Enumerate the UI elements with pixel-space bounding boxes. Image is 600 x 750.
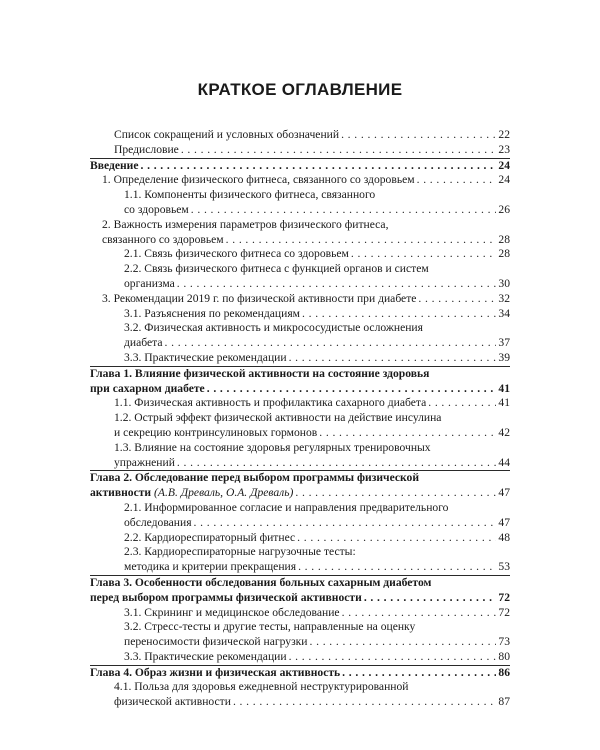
entry-title: 1.2. Острый эффект физической активности на действие инсулина <box>114 411 442 425</box>
entry-title-continued: переносимости физической нагрузки <box>124 635 308 649</box>
entry-title: 2.2. Кардиореспираторный фитнес <box>124 530 296 544</box>
entry-title: 3.1. Разъяснения по рекомендациям <box>124 306 301 320</box>
toc-entry-section-1[interactable] <box>90 173 510 188</box>
page-number: 24 <box>498 173 510 187</box>
entry-title: 2.2. Связь физического фитнеса с функцией органов и систем <box>124 262 429 276</box>
toc-entry-section-1-1[interactable] <box>90 188 510 218</box>
toc-entry-section-2-1[interactable] <box>90 247 510 262</box>
entry-title: 3.3. Практические рекомендации <box>124 350 287 364</box>
page-number: 41 <box>498 396 510 410</box>
entry-title: 3.3. Практические рекомендации <box>124 649 287 663</box>
page-number: 32 <box>498 291 510 305</box>
page-number: 22 <box>498 128 510 141</box>
page-number: 47 <box>498 515 510 529</box>
toc-entry-chapter-3-2[interactable] <box>90 620 510 650</box>
page-number: 28 <box>498 247 510 261</box>
page-number: 72 <box>498 590 510 604</box>
entry-title-continued: физической активности <box>114 695 231 709</box>
entry-title-continued: активности <box>90 486 152 500</box>
entry-title: Глава 3. Особенности обследования больных сахарным диабетом <box>90 575 432 589</box>
page-number: 44 <box>498 455 510 469</box>
page-number: 48 <box>498 530 510 544</box>
page-title: КРАТКОЕ ОГЛАВЛЕНИЕ <box>197 80 403 99</box>
page-number: 86 <box>498 665 510 679</box>
entry-title: Глава 2. Обследование перед выбором программы физической <box>90 471 420 485</box>
toc-entry-chapter-1[interactable] <box>90 366 510 397</box>
entry-title: Глава 4. Образ жизни и физическая активность <box>90 665 341 679</box>
entry-title-continued: и секрецию контринсулиновых гормонов <box>114 425 318 439</box>
toc-entry-section-2[interactable] <box>90 218 510 248</box>
toc-entry-chapter-1-1[interactable] <box>90 396 510 411</box>
entry-title: 3. Рекомендации 2019 г. по физической активности при диабете <box>102 291 417 305</box>
toc-entry-section-3-2[interactable] <box>90 321 510 351</box>
toc-entry-chapter-4-1[interactable] <box>90 680 510 710</box>
entry-title: 3.1. Скрининг и медицинское обследование <box>124 605 340 619</box>
entry-title-continued: организма <box>124 276 175 290</box>
toc-entry-chapter-3-1[interactable] <box>90 606 510 621</box>
entry-title-continued: перед выбором программы физической активности <box>90 590 362 604</box>
entry-title: Список сокращений и условных обозначений <box>114 128 340 141</box>
page-number: 80 <box>498 649 510 663</box>
entry-title: Предисловие <box>114 142 179 156</box>
page-number: 30 <box>498 276 510 290</box>
page-number: 37 <box>498 336 510 350</box>
page-number: 41 <box>498 381 510 395</box>
entry-title: Глава 1. Влияние физической активности на состояние здоровья <box>90 366 430 380</box>
entry-title-continued: диабета <box>124 336 163 350</box>
toc-entry-chapter-2-1[interactable] <box>90 501 510 531</box>
table-of-contents <box>90 128 510 710</box>
entry-title: 2. Важность измерения параметров физического фитнеса, <box>102 217 389 231</box>
toc-entry-introduction[interactable] <box>90 158 510 174</box>
page-number: 23 <box>498 142 510 156</box>
toc-entry-chapter-3[interactable] <box>90 575 510 606</box>
toc-entry-chapter-1-2[interactable] <box>90 411 510 441</box>
page-number: 53 <box>498 560 510 574</box>
toc-entry-chapter-4[interactable] <box>90 665 510 681</box>
toc-entry-section-3[interactable] <box>90 292 510 307</box>
page-number: 47 <box>498 486 510 500</box>
entry-title: 1. Определение физического фитнеса, связанного со здоровьем <box>102 173 415 187</box>
toc-entry-section-2-2[interactable] <box>90 262 510 292</box>
page-number: 28 <box>498 232 510 246</box>
entry-title: 3.2. Физическая активность и микрососудистые осложнения <box>124 321 423 335</box>
entry-title-continued: методика и критерии прекращения <box>124 560 297 574</box>
toc-entry-chapter-2-2[interactable] <box>90 531 510 546</box>
page-number: 39 <box>498 350 510 364</box>
entry-title: 3.2. Стресс-тесты и другие тесты, направленные на оценку <box>124 620 416 634</box>
page-number: 34 <box>498 306 510 320</box>
entry-title: 2.1. Информированное согласие и направления предварительного <box>124 500 449 514</box>
entry-title-continued: упражнений <box>114 455 175 469</box>
entry-title: 1.1. Физическая активность и профилактика сахарного диабета <box>114 396 427 410</box>
entry-title-continued: обследования <box>124 515 192 529</box>
entry-title: 1.1. Компоненты физического фитнеса, связанного <box>124 188 376 202</box>
toc-entry-abbreviations[interactable] <box>90 128 510 143</box>
toc-entry-section-3-1[interactable] <box>90 307 510 322</box>
entry-title: 2.1. Связь физического фитнеса со здоровьем <box>124 247 349 261</box>
page-number: 24 <box>498 158 510 172</box>
toc-entry-chapter-3-3[interactable] <box>90 650 510 665</box>
toc-entry-preface[interactable] <box>90 143 510 158</box>
page-number: 73 <box>498 635 510 649</box>
toc-entry-section-3-3[interactable] <box>90 351 510 366</box>
page-number: 42 <box>498 425 510 439</box>
entry-title-continued: со здоровьем <box>124 202 189 216</box>
chapter-authors: (А.В. Древаль, О.А. Древаль) <box>154 486 294 500</box>
page-number: 72 <box>498 605 510 619</box>
entry-title-continued: связанного со здоровьем <box>102 232 224 246</box>
entry-title-continued: при сахарном диабете <box>90 381 205 395</box>
entry-title: 4.1. Польза для здоровья ежедневной неструктурированной <box>114 680 409 694</box>
page-number: 87 <box>498 695 510 709</box>
entry-title: 2.3. Кардиореспираторные нагрузочные тесты: <box>124 545 356 559</box>
toc-entry-chapter-2-3[interactable] <box>90 545 510 575</box>
toc-entry-chapter-2[interactable] <box>90 470 510 501</box>
entry-title: Введение <box>90 158 139 172</box>
toc-entry-chapter-1-3[interactable] <box>90 441 510 471</box>
page-number: 26 <box>498 202 510 216</box>
entry-title: 1.3. Влияние на состояние здоровья регулярных тренировочных <box>114 440 431 454</box>
